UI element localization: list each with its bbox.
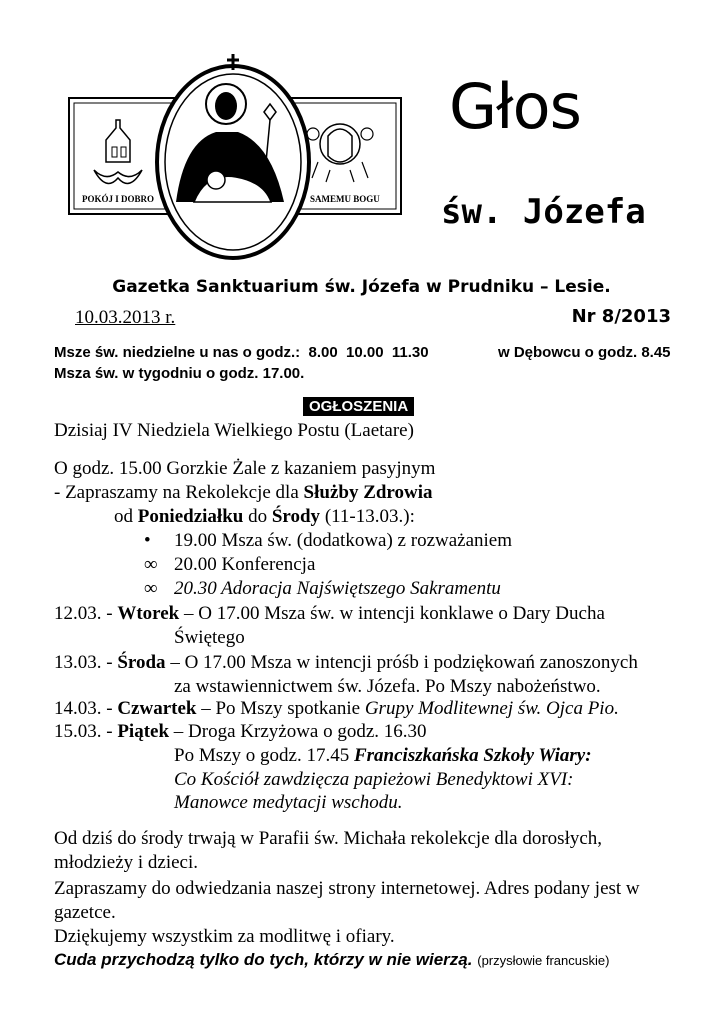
paragraph-line: Od dziś do środy trwają w Parafii św. Michała rekolekcje dla dorosłych, (54, 828, 603, 849)
line-bold: Poniedziałku (137, 506, 244, 527)
list-item-text: 20.30 Adoracja Najświętszego Sakramentu (174, 578, 501, 599)
schedule-line (174, 744, 592, 768)
list-item (144, 529, 512, 553)
line-italic: Manowce medytacji wschodu. (174, 792, 403, 813)
schedule-line: Świętego (174, 627, 245, 648)
schedule-line (54, 720, 427, 744)
announcement-line (54, 481, 433, 505)
schedule-line (54, 651, 638, 675)
issue-date: 10.03.2013 r. (75, 307, 176, 328)
line-bold: Czwartek (117, 698, 197, 719)
line-text: Po Mszy o godz. 17.45 (174, 745, 354, 766)
debowiec-mass-time: w Dębowcu o godz. 8.45 (498, 344, 671, 361)
schedule-line (54, 602, 605, 626)
line-bold: Środa (117, 652, 166, 673)
line-text: – O 17.00 Msza w intencji próśb i podziękowań zanoszonych (165, 652, 638, 673)
announcements-badge: OGŁOSZENIA (303, 397, 414, 416)
announcement-line: Dzisiaj IV Niedziela Wielkiego Postu (Laetare) (54, 420, 414, 441)
list-item-text: 19.00 Msza św. (dodatkowa) z rozważaniem (174, 530, 513, 551)
closing-quote (54, 948, 609, 973)
line-text: – Po Mszy spotkanie (196, 698, 365, 719)
logo-left-caption: POKÓJ I DOBRO (82, 194, 155, 204)
schedule-line (174, 791, 402, 815)
gazetka-heading: Gazetka Sanktuarium św. Józefa w Prudniku – Lesie. (112, 277, 611, 297)
bullet-icon: • (144, 530, 151, 551)
paragraph-line: gazetce. (54, 902, 116, 923)
logo-right-caption: SAMEMU BOGU (310, 194, 380, 204)
schedule-line: za wstawiennictwem św. Józefa. Po Mszy nabożeństwo. (174, 676, 601, 697)
line-text: 15.03. - (54, 721, 118, 742)
announcement-line: O godz. 15.00 Gorzkie Żale z kazaniem pasyjnym (54, 458, 436, 479)
paragraph-line: młodzieży i dzieci. (54, 852, 199, 873)
announcement-line (114, 505, 415, 529)
paragraph-line: Zapraszamy do odwiedzania naszej strony internetowej. Adres podany jest w (54, 878, 640, 899)
schedule-line (54, 697, 619, 721)
line-italic: Grupy Modlitewnej św. Ojca Pio. (364, 698, 619, 719)
list-item-text: 20.00 Konferencja (174, 554, 316, 575)
line-bold: Piątek (117, 721, 170, 742)
line-text: do (243, 506, 272, 527)
bulletin-subtitle: św. Józefa (441, 192, 646, 232)
line-text: 12.03. - (54, 603, 118, 624)
line-text: 13.03. - (54, 652, 118, 673)
infinity-bullet-icon: ∞ (144, 554, 158, 575)
list-item (144, 553, 315, 577)
quote-text: Cuda przychodzą tylko do tych, którzy w nie wierzą. (54, 950, 473, 969)
list-item (144, 577, 501, 601)
line-text: (11-13.03.): (320, 506, 415, 527)
weekday-mass-time: Msza św. w tygodniu o godz. 17.00. (54, 365, 305, 382)
emblem-graphic (66, 52, 404, 262)
line-text: – O 17.00 Msza św. w intencji konklawe o Dary Ducha (179, 603, 605, 624)
line-text: - Zapraszamy na Rekolekcje dla (54, 482, 304, 503)
parish-emblem (66, 52, 404, 262)
line-text: – Droga Krzyżowa o godz. 16.30 (169, 721, 427, 742)
quote-source: (przysłowie francuskie) (477, 953, 610, 968)
line-bold: Wtorek (117, 603, 180, 624)
issue-number: Nr 8/2013 (571, 306, 671, 327)
line-text: 14.03. - (54, 698, 118, 719)
line-bold: Środy (271, 506, 321, 527)
paragraph-line: Dziękujemy wszystkim za modlitwę i ofiary. (54, 926, 395, 947)
line-bold-italic: Franciszkańska Szkoły Wiary: (353, 745, 592, 766)
line-bold: Służby Zdrowia (303, 482, 433, 503)
bulletin-title: Głos (449, 70, 581, 143)
schedule-line (174, 768, 573, 792)
infinity-bullet-icon: ∞ (144, 578, 158, 599)
line-text: od (114, 506, 138, 527)
line-italic: Co Kościół zawdzięcza papieżowi Benedyktowi XVI: (174, 769, 574, 790)
sunday-mass-times: Msze św. niedzielne u nas o godz.: 8.00 10.00 11.30 (54, 344, 429, 361)
